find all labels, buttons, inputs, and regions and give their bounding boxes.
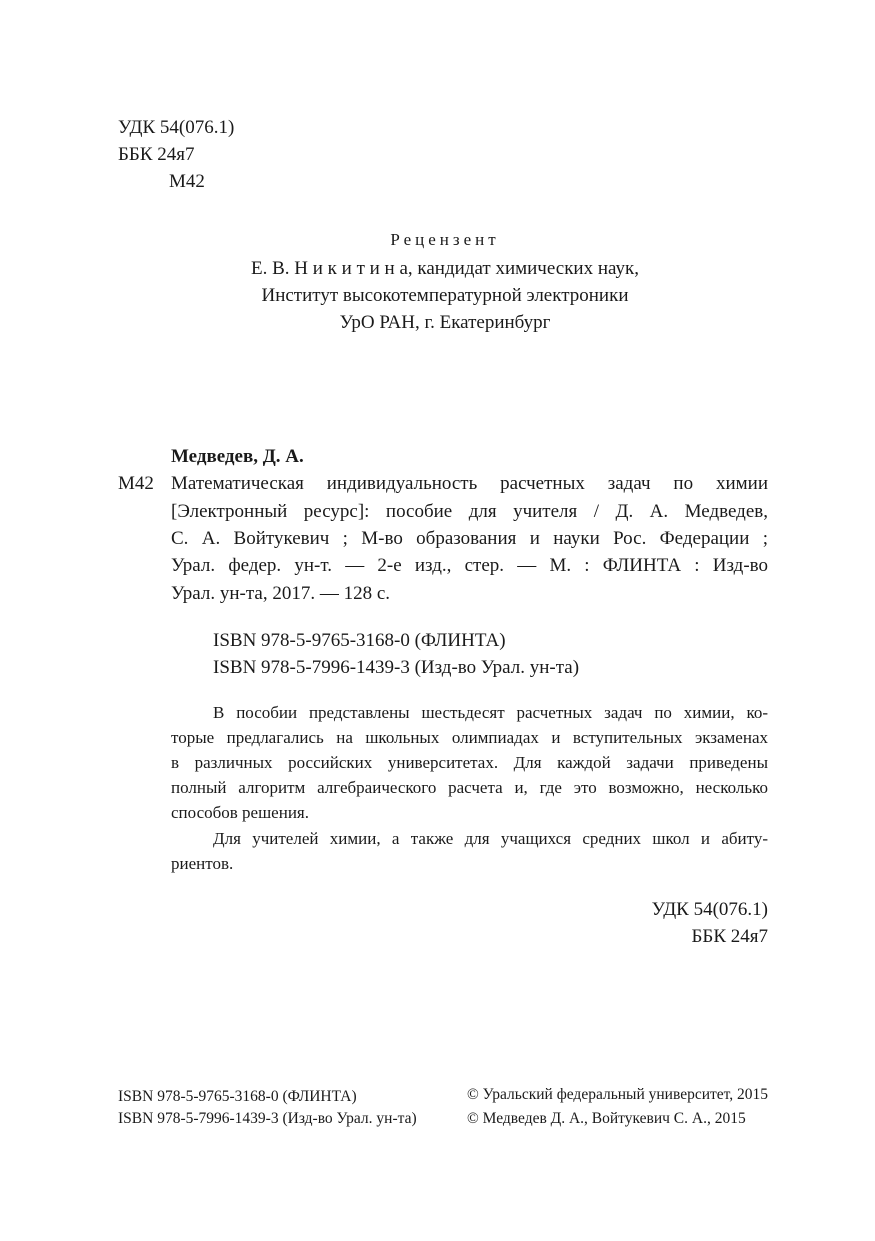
footer-udk: УДК 54(076.1) (651, 899, 768, 920)
annotation-line-6: Для учителей химии, а также для учащихся средних школ и абиту- (213, 829, 768, 848)
author-sign: М42 (169, 171, 205, 192)
annotation-line-5: способов решения. (171, 803, 309, 822)
reviewer-title: Рецензент (390, 230, 500, 249)
bbk-code: ББК 24я7 (118, 144, 195, 165)
bib-author: Медведев, Д. А. (171, 446, 304, 467)
isbn-line-1: ISBN 978-5-9765-3168-0 (ФЛИНТА) (213, 630, 506, 651)
annotation-line-4: полный алгоритм алгебраического расчета и, где это возможно, несколько (171, 778, 768, 797)
footer-bbk: ББК 24я7 (691, 926, 768, 947)
reviewer-line-3: УрО РАН, г. Екатеринбург (339, 312, 551, 333)
bib-line-3: С. А. Войтукевич ; М-во образования и науки Рос. Федерации ; (171, 528, 768, 549)
reviewer-name: Е. В. Н и к и т и н а (251, 258, 408, 279)
reviewer-line-1 (0, 255, 875, 282)
bib-sign: М42 (118, 473, 154, 494)
annotation-line-2: торые предлагались на школьных олимпиадах и вступительных экзаменах (171, 728, 768, 747)
reviewer-degree: , кандидат химических наук, (407, 258, 639, 279)
bib-line-4: Урал. федер. ун-т. — 2-е изд., стер. — М. : ФЛИНТА : Изд-во (171, 555, 768, 576)
bottom-isbn-1: ISBN 978-5-9765-3168-0 (ФЛИНТА) (118, 1088, 357, 1105)
copyright-1: © Уральский федеральный университет, 2015 (467, 1086, 769, 1103)
udk-code: УДК 54(076.1) (118, 117, 235, 138)
bib-line-5: Урал. ун-та, 2017. — 128 с. (171, 583, 391, 604)
bib-line-2: [Электронный ресурс]: пособие для учителя / Д. А. Медведев, (171, 501, 768, 522)
isbn-line-2: ISBN 978-5-7996-1439-3 (Изд-во Урал. ун-та) (213, 657, 580, 678)
annotation-line-3: в различных российских университетах. Для каждой задачи приведены (171, 753, 768, 772)
reviewer-line-2: Институт высокотемпературной электроники (261, 285, 629, 306)
annotation-line-1: В пособии представлены шестьдесят расчетных задач по химии, ко- (213, 703, 768, 722)
bottom-isbn-2: ISBN 978-5-7996-1439-3 (Изд-во Урал. ун-та) (118, 1110, 417, 1127)
copyright-2: © Медведев Д. А., Войтукевич С. А., 2015 (467, 1110, 746, 1127)
annotation-line-7: риентов. (171, 854, 234, 873)
bib-line-1: Математическая индивидуальность расчетных задач по химии (171, 473, 768, 494)
